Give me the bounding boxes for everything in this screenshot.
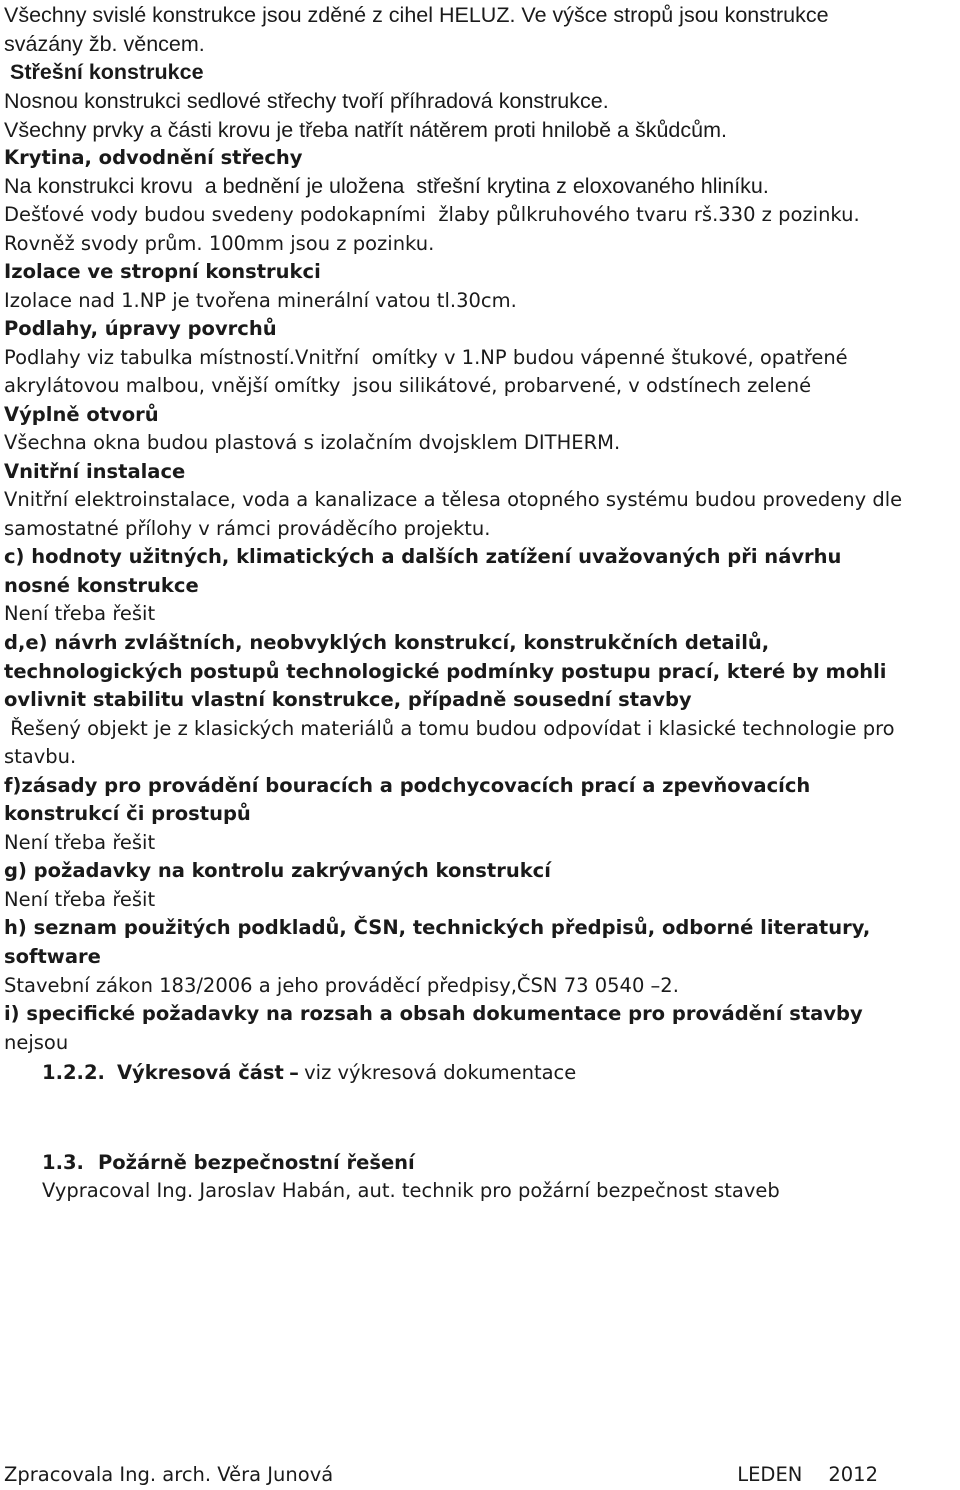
text-line: samostatné přílohy v rámci prováděcího projektu. [4, 517, 491, 540]
text-line: Vypracoval Ing. Jaroslav Habán, aut. technik pro požární bezpečnost staveb [42, 1179, 780, 1202]
section-number: 1.3. [42, 1151, 84, 1174]
section-number: 1.2.2. [42, 1061, 105, 1084]
text-line: Není třeba řešit [4, 888, 156, 911]
text-line: Vnitřní elektroinstalace, voda a kanalizace a tělesa otopného systému budou provedeny dle [4, 488, 903, 511]
section-heading-floors: Podlahy, úpravy povrchů [4, 317, 277, 340]
footer-author: Zpracovala Ing. arch. Věra Junová [4, 1463, 334, 1486]
section-heading-h-cont: software [4, 945, 101, 968]
section-heading-roofing: Krytina, odvodnění střechy [4, 146, 303, 169]
section-heading-de-cont: technologických postupů technologické podmínky postupu prací, které by mohli [4, 660, 887, 683]
footer-month: LEDEN [737, 1463, 803, 1486]
text-line: Není třeba řešit [4, 831, 156, 854]
section-heading-openings: Výplně otvorů [4, 403, 159, 426]
section-text: viz výkresová dokumentace [304, 1061, 577, 1084]
footer-year: 2012 [828, 1463, 878, 1486]
section-heading-c-cont: nosné konstrukce [4, 574, 199, 597]
footer-date [737, 1462, 878, 1488]
section-heading-installations: Vnitřní instalace [4, 460, 186, 483]
section-title: Výkresová část [116, 1061, 284, 1084]
text-line: Dešťové vody budou svedeny podokapními žlaby půlkruhového tvaru rš.330 z pozinku. [4, 203, 860, 226]
section-heading-f: f)zásady pro provádění bouracích a podchycovacích prací a zpevňovacích [4, 774, 811, 797]
section-13-line [42, 1149, 415, 1176]
dash: – [289, 1061, 299, 1084]
text-line: stavbu. [4, 745, 77, 768]
text-line: svázány žb. věncem. [4, 32, 205, 56]
section-heading-i: i) specifické požadavky na rozsah a obsah dokumentace pro provádění stavby [4, 1002, 863, 1025]
text-line: Na konstrukci krovu a bednění je uložena střešní krytina z eloxovaného hliníku. [4, 174, 769, 198]
section-heading-roof: Střešní konstrukce [4, 60, 204, 84]
section-heading-g: g) požadavky na kontrolu zakrývaných konstrukcí [4, 859, 551, 882]
section-122-line [42, 1059, 576, 1086]
text-line: Izolace nad 1.NP je tvořena minerální vatou tl.30cm. [4, 289, 517, 312]
text-line: Není třeba řešit [4, 602, 156, 625]
text-line: Stavební zákon 183/2006 a jeho prováděcí předpisy,ČSN 73 0540 –2. [4, 974, 679, 997]
text-line: Všechna okna budou plastová s izolačním dvojsklem DITHERM. [4, 431, 621, 454]
text-line: Všechny svislé konstrukce jsou zděné z cihel HELUZ. Ve výšce stropů jsou konstrukce [4, 3, 829, 27]
text-line: nejsou [4, 1031, 69, 1054]
text-line: Řešený objekt je z klasických materiálů a tomu budou odpovídat i klasické technologie pro [4, 717, 895, 740]
section-heading-de-cont: ovlivnit stabilitu vlastní konstrukce, případně sousední stavby [4, 688, 692, 711]
text-line: Nosnou konstrukci sedlové střechy tvoří příhradová konstrukce. [4, 89, 609, 113]
section-title: Požárně bezpečnostní řešení [97, 1151, 415, 1174]
text-line: Rovněž svody prům. 100mm jsou z pozinku. [4, 232, 435, 255]
section-heading-de: d,e) návrh zvláštních, neobvyklých konstrukcí, konstrukčních detailů, [4, 631, 770, 654]
section-heading-c: c) hodnoty užitných, klimatických a dalších zatížení uvažovaných při návrhu [4, 545, 842, 568]
section-heading-f-cont: konstrukcí či prostupů [4, 802, 251, 825]
text-line: Všechny prvky a části krovu je třeba natřít nátěrem proti hnilobě a škůdcům. [4, 118, 727, 142]
text-line: akrylátovou malbou, vnější omítky jsou silikátové, probarvené, v odstínech zelené [4, 374, 812, 397]
section-heading-ceiling-insulation: Izolace ve stropní konstrukci [4, 260, 321, 283]
text-line: Podlahy viz tabulka místností.Vnitřní omítky v 1.NP budou vápenné štukové, opatřené [4, 346, 848, 369]
section-heading-h: h) seznam použitých podkladů, ČSN, technických předpisů, odborné literatury, [4, 916, 871, 939]
